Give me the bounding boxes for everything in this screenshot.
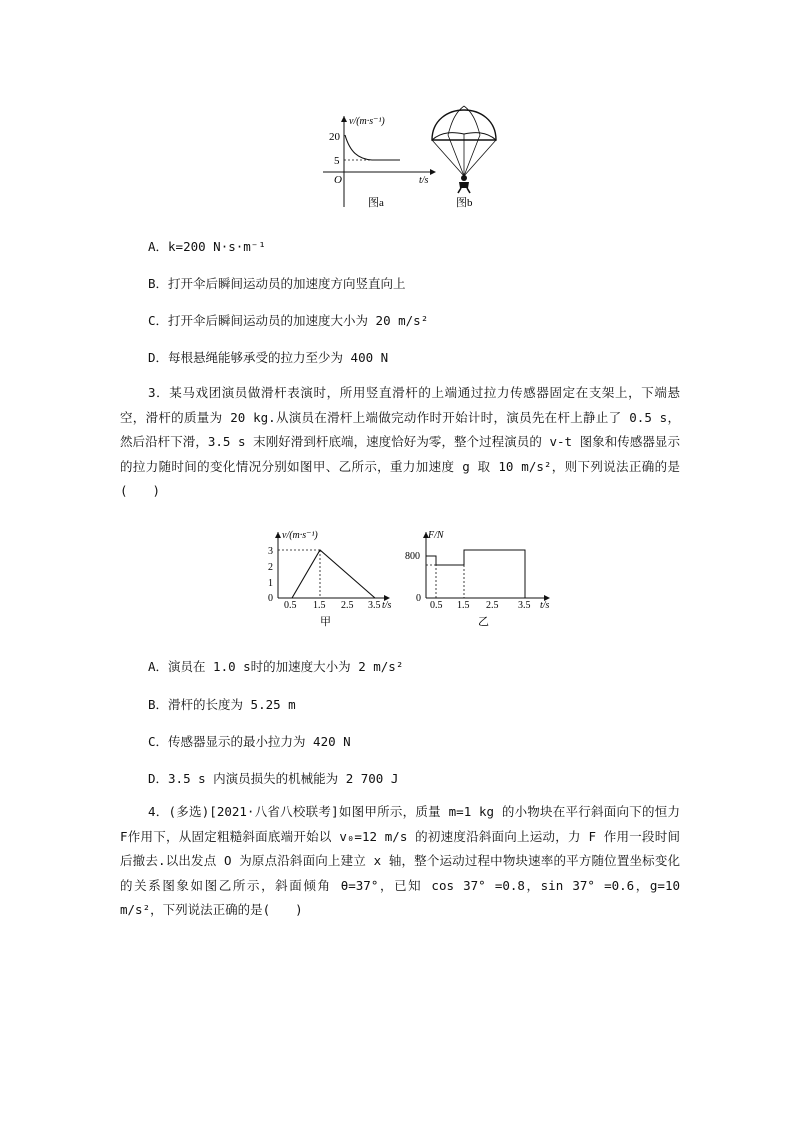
fig-jia-ytick-2: 2 — [268, 562, 273, 573]
fig-jia-xtick-35: 3.5 — [368, 600, 381, 611]
fig-yi-xtick-25: 2.5 — [486, 600, 499, 611]
fig-jia-ytick-0: 0 — [268, 593, 273, 604]
q2-option-a: A．k=200 N·s·m⁻¹ — [148, 239, 266, 254]
fig-a-ylabel: v/(m·s⁻¹) — [349, 116, 385, 127]
fig-a-xlabel: t/s — [419, 175, 429, 186]
q4-stem-text: 4．(多选)[2021·八省八校联考]如图甲所示，质量 m=1 kg 的小物块在平行斜面向下的恒力 F作用下，从固定粗糙斜面底端开始以 v₀=12 m/s 的初速度沿斜面向上运动，力 F 作用一段时间后撤去.以出发点 O 为原点沿斜面向上建立 x 轴，整个运动过程中物块速率的平方随位置坐标变化的关系图象如图乙所示，斜面倾角 θ=37°，已知 cos 37° =0.8，sin 37° =0.6，g=10 m/s²，下列说法正确的是( ) — [120, 804, 680, 917]
fig-jia-xtick-15: 1.5 — [313, 600, 326, 611]
fig-yi-xtick-35: 3.5 — [518, 600, 531, 611]
q3-option-b: B．滑杆的长度为 5.25 m — [148, 697, 296, 712]
fig-jia-xtick-05: 0.5 — [284, 600, 297, 611]
figure-jia — [262, 528, 392, 628]
fig-yi-caption: 乙 — [478, 616, 489, 628]
fig-jia-ytick-3: 3 — [268, 546, 273, 557]
fig-a-y20: 20 — [329, 131, 340, 143]
fig-a-caption: 图a — [368, 197, 384, 209]
q2-option-b: B．打开伞后瞬间运动员的加速度方向竖直向上 — [148, 276, 406, 291]
q3-option-d: D．3.5 s 内演员损失的机械能为 2 700 J — [148, 771, 399, 786]
fig-a-y5: 5 — [334, 155, 340, 167]
q3-stem-text: 3．某马戏团演员做滑杆表演时，所用竖直滑杆的上端通过拉力传感器固定在支架上，下端悬空，滑杆的质量为 20 kg.从演员在滑杆上端做完动作时开始计时，演员先在杆上静止了 0.5 s，然后沿杆下滑，3.5 s 末刚好滑到杆底端，速度恰好为零，整个过程演员的 v-t 图象和传感器显示的拉力随时间的变化情况分别如图甲、乙所示，重力加速度 g 取 10 m/s²，则下列说法正确的是( ) — [120, 385, 680, 498]
fig-yi-y0: 0 — [416, 593, 421, 604]
q3-option-a: A．演员在 1.0 s时的加速度大小为 2 m/s² — [148, 659, 404, 674]
q4-stem — [120, 800, 680, 923]
fig-jia-ylabel: v/(m·s⁻¹) — [282, 530, 318, 541]
fig-jia-xtick-25: 2.5 — [341, 600, 354, 611]
q3-stem — [120, 381, 680, 504]
fig-b-caption: 图b — [456, 197, 473, 209]
figure-b — [428, 104, 500, 210]
fig-yi-y800: 800 — [405, 551, 420, 562]
fig-jia-ytick-1: 1 — [268, 578, 273, 589]
q3-option-c: C．传感器显示的最小拉力为 420 N — [148, 734, 351, 749]
figure-a — [318, 112, 436, 212]
fig-yi-ylabel: F/N — [428, 530, 444, 541]
fig-yi-xtick-05: 0.5 — [430, 600, 443, 611]
fig-yi-xtick-15: 1.5 — [457, 600, 470, 611]
fig-a-origin: O — [334, 174, 342, 186]
fig-yi-xlabel: t/s — [540, 600, 550, 611]
q2-option-c: C．打开伞后瞬间运动员的加速度大小为 20 m/s² — [148, 313, 429, 328]
q2-option-d: D．每根悬绳能够承受的拉力至少为 400 N — [148, 350, 389, 365]
figure-yi — [400, 528, 560, 628]
fig-jia-xlabel: t/s — [382, 600, 392, 611]
fig-jia-caption: 甲 — [320, 616, 331, 628]
